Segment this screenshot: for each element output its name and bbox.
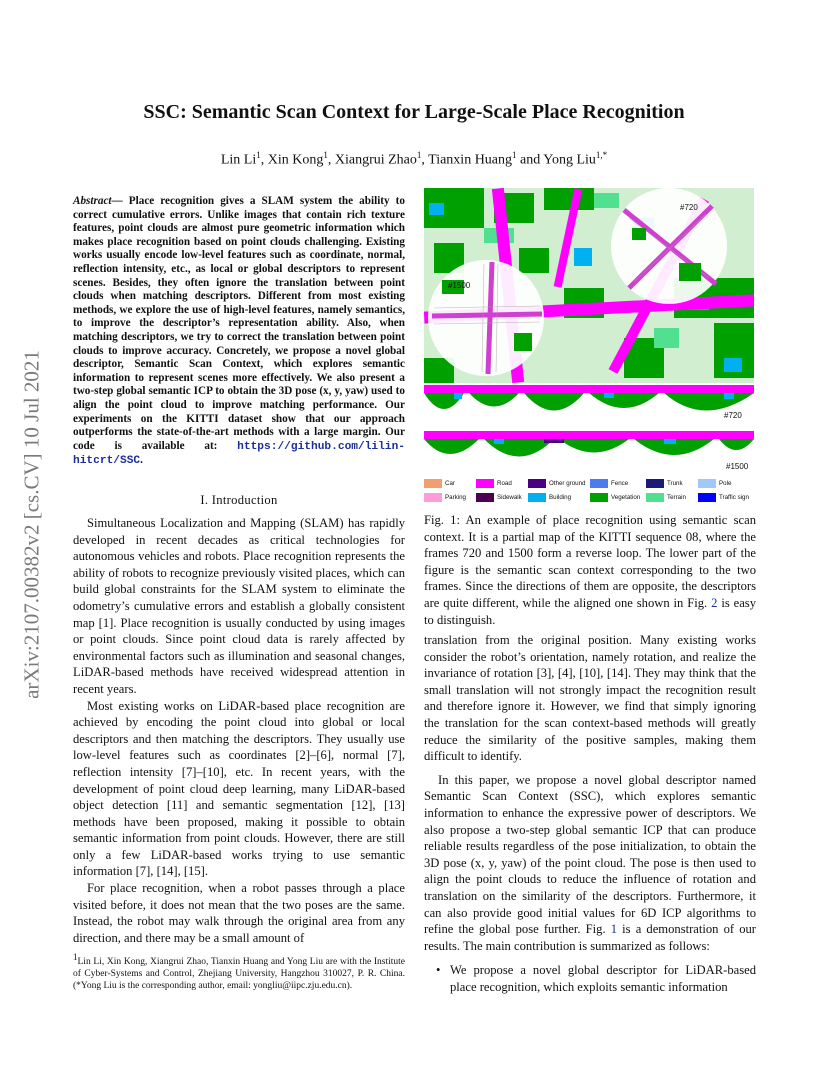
frame-label-720: #720 (680, 203, 698, 212)
legend-swatch (698, 493, 716, 502)
legend-label: Building (549, 494, 572, 501)
abstract (73, 195, 405, 469)
abstract-lead: Abstract (73, 195, 112, 207)
legend-swatch (528, 479, 546, 488)
caption-prefix: Fig. 1: (424, 513, 460, 527)
paragraph-text: is a demonstration of our results. The main contribution is summarized as follows: (424, 922, 757, 953)
legend-swatch (646, 479, 664, 488)
figure-ref-link[interactable]: 1 (610, 922, 618, 937)
paragraph: Most existing works on LiDAR-based place recognition are achieved by encoding the point cloud into global or local descriptors and then matching the descriptors. They usually use low-level features such as coordinates [2]–[6], normal [7], reflection intensity [7]–[10], etc. In recent years, with the development of point cloud deep learning, many LiDAR-based object detection [11] and semantic segmentation [12], [13] methods have been proposed, making it possible to obtain semantic information from point clouds. However, there are still only a few LiDAR-based works trying to use semantic information [7], [14], [15]. (73, 698, 405, 879)
figure-legend (424, 479, 754, 507)
scan-context-720 (424, 385, 754, 428)
legend-swatch (590, 493, 608, 502)
caption-end: is easy to distinguish. (424, 595, 757, 627)
legend-label: Vegetation (611, 494, 641, 501)
paragraph: translation from the original position. Many existing works consider the robot’s orientation, namely rotation, and realize the invariance of rotation [3], [4], [10], [14]. They may think that the small translation will not strongly impact the recognition result and therefore ignore it. However, we find that simply ignoring the translation for the scan context-based methods will greatly reduce the similarity of the positive samples, making them difficult to identify. (424, 633, 756, 764)
semantic-map-image (424, 188, 754, 383)
author-list: Lin Li$^1$, Xin Kong$^1$, Xiangrui Zhao$^1$, Tianxin Huang$^1$ and Yong Liu$^{1,*}$ (220, 150, 608, 168)
legend-swatch (590, 479, 608, 488)
legend-label: Fence (611, 480, 629, 487)
legend-label: Parking (445, 494, 466, 501)
paper-title: SSC: Semantic Scan Context for Large-Scale Place Recognition (143, 101, 685, 123)
legend-label: Road (497, 480, 512, 487)
legend-label: Trunk (667, 480, 683, 487)
legend-swatch (424, 479, 442, 488)
right-column-body (424, 632, 756, 995)
caption-text: An example of place recognition using semantic scan context. It is a partial map of the KITTI sequence 08, where the frames 720 and 1500 form a reverse loop. The lower part of the figure is the semantic scan context corresponding to the two frames. Since the directions of them are opposite, the descriptors are quite different, while the aligned one shown in Fig. (424, 513, 756, 610)
contribution-bullet: • We propose a novel global descriptor for LiDAR-based place recognition, which exploits semantic information (424, 962, 756, 995)
strip-label-1500: #1500 (726, 462, 749, 471)
footnote-mark: 1 (73, 952, 78, 962)
paragraph (424, 772, 756, 955)
affiliation-mark: 1 (416, 150, 422, 160)
paragraph-text: In this paper, we propose a novel global descriptor named Semantic Scan Context (SSC), which explores semantic information to enhance the expressive power of descriptors. We also propose a two-step global semantic ICP that can produce reliable results regardless of the pose initialization, to obtain the 3D pose (x, y, yaw) of the point cloud. The pose is then used to align the point clouds to reduce the influence of rotation and translation on the similarity of the descriptors. Furthermore, it can also provide good initial values for 6D ICP algorithms to refine the global pose further. Fig. (424, 772, 756, 937)
figure-1 (424, 188, 754, 508)
legend-swatch (476, 479, 494, 488)
legend-label: Pole (719, 480, 732, 487)
footnote (73, 951, 405, 992)
scan-context-1500 (424, 431, 754, 474)
abstract-text: — Place recognition gives a SLAM system the ability to correct cumulative errors. Unlike images that contain rich texture features, point clouds are almost pure geometric information which makes place recognition based on point clouds challenging. Existing works usually encode low-level features such as coordinate, normal, reflection intensity, etc., as local or global descriptors to represent scenes. Besides, they often ignore the translation between point clouds when matching descriptors. Different from most existing methods, we explore the use of high-level features, namely semantics, to improve the descriptor’s representation ability. Also, when matching descriptors, we try to correct the translation between point clouds to improve accuracy. Concretely, we propose a novel global descriptor, Semantic Scan Context, which explores semantic information to represent scenes more effectively. We also present a two-step global semantic ICP to obtain the 3D pose (x, y, yaw) used to align the point cloud to improve matching performance. Our experiments on the KITTI dataset show that our approach outperforms the state-of-the-art methods with a large margin. Our code is available at: (73, 195, 405, 452)
author-name: Xin Kong (267, 152, 324, 168)
paragraph: For place recognition, when a robot passes through a place visited before, it does not mean that the two poses are the same. Instead, the robot may walk through the original area from any direction, and there may be a small amount of (73, 881, 405, 945)
legend-swatch (646, 493, 664, 502)
author-name: Yong Liu (543, 152, 596, 168)
author-name: Xiangrui Zhao (334, 152, 417, 168)
code-link[interactable]: https://github.com/lilin-hitcrt/SSC (73, 440, 405, 468)
affiliation-mark: 1 (512, 150, 517, 160)
figure-ref-link[interactable]: 2 (711, 595, 718, 610)
paragraph: Simultaneous Localization and Mapping (SLAM) has rapidly developed in recent decades as critical technologies for autonomous vehicles and robots. Place recognition represents the ability of robots to recognize previously visited places, which can build global constraints for the SLAM system to eliminate the odometry’s cumulative errors and establish a globally consistent map [1]. Place recognition is usually conducted by using images or point clouds. Since point cloud data is rarely affected by environmental factors such as illumination and seasonal changes, LiDAR-based methods have received widespread attention in recent years. (73, 516, 405, 696)
legend-swatch (528, 493, 546, 502)
legend-swatch (476, 493, 494, 502)
section-heading: I. Introduction (200, 493, 278, 507)
abstract-end: . (140, 454, 143, 467)
legend-label: Other ground (549, 480, 586, 487)
author-name: Tianxin Huang (428, 152, 513, 168)
arxiv-identifier: arXiv:2107.00382v2 [cs.CV] 10 Jul 2021 (19, 350, 44, 699)
legend-swatch (698, 479, 716, 488)
affiliation-mark: 1 (256, 150, 261, 160)
legend-label: Terrain (667, 494, 686, 501)
legend-label: Sidewalk (497, 494, 522, 501)
figure-caption (424, 512, 756, 628)
legend-swatch (424, 493, 442, 502)
affiliation-mark: 1 (323, 150, 328, 160)
frame-label-1500: #1500 (448, 281, 471, 290)
footnote-text: Lin Li, Xin Kong, Xiangrui Zhao, Tianxin Huang and Yong Liu are with the Institute of Cyber-Systems and Control, Zhejiang University, Hangzhou 310027, P. R. China. (*Yong Liu is the corresponding author, email: yongliu@iipc.zju.edu.cn). (73, 957, 405, 992)
introduction-body (73, 515, 405, 946)
author-name: Lin Li (220, 152, 257, 168)
strip-label-720: #720 (724, 411, 742, 420)
legend-label: Car (445, 480, 455, 487)
legend-label: Traffic sign (719, 494, 749, 501)
affiliation-mark: 1,* (595, 150, 608, 160)
